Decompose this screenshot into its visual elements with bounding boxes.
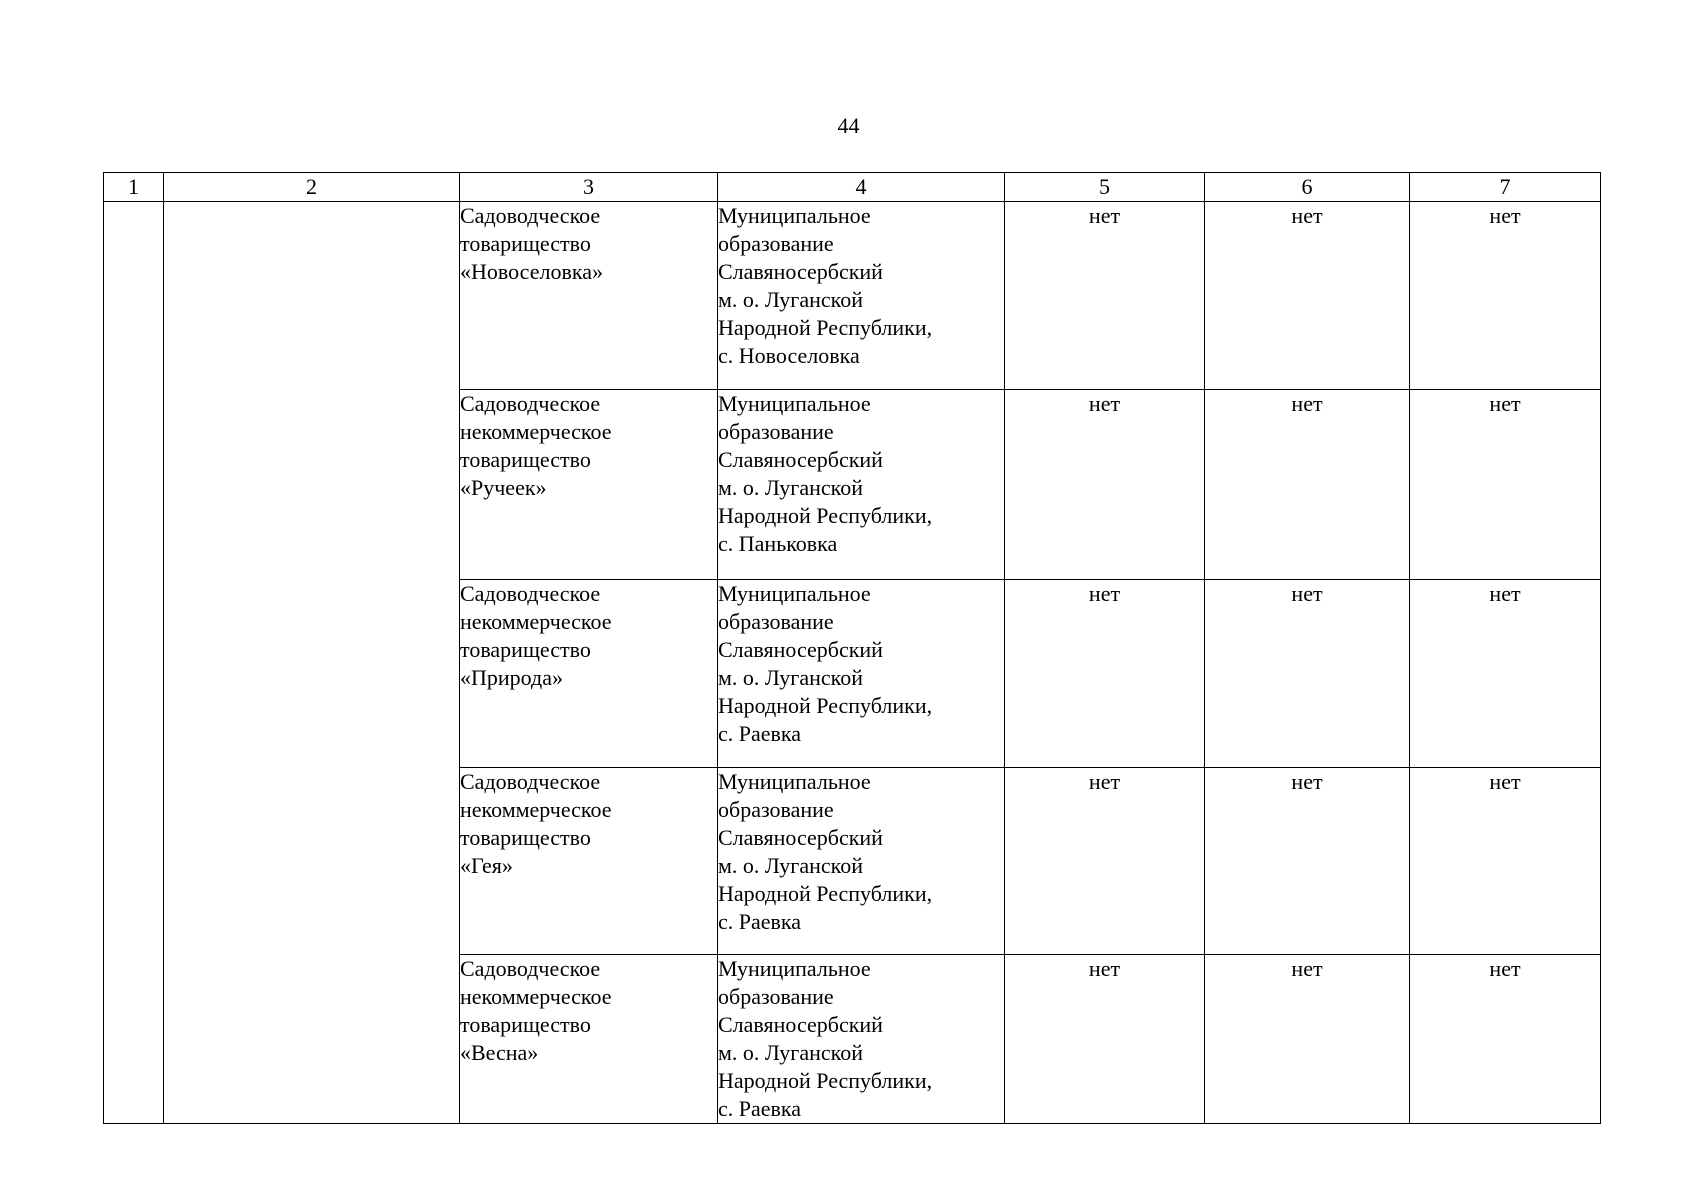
column-header-5: 5 bbox=[1005, 173, 1205, 202]
value-cell-col7: нет bbox=[1410, 390, 1601, 580]
page-number: 44 bbox=[837, 113, 860, 138]
value-cell-col5: нет bbox=[1005, 580, 1205, 768]
value-cell-col6: нет bbox=[1205, 390, 1410, 580]
value-cell-col7: нет bbox=[1410, 768, 1601, 955]
column-header-4: 4 bbox=[718, 173, 1005, 202]
value-cell-col5: нет bbox=[1005, 768, 1205, 955]
location-cell: Муниципальное образование Славяносербский м. о. Луганской Народной Республики, с. Раевка bbox=[718, 580, 1005, 768]
column-header-2: 2 bbox=[164, 173, 460, 202]
value-cell-col7: нет bbox=[1410, 580, 1601, 768]
location-cell: Муниципальное образование Славяносербский м. о. Луганской Народной Республики, с. Новоселовка bbox=[718, 202, 1005, 390]
value-cell-col7: нет bbox=[1410, 955, 1601, 1124]
column-header-7: 7 bbox=[1410, 173, 1601, 202]
column-header-1: 1 bbox=[104, 173, 164, 202]
organization-name-cell: Садоводческое некоммерческое товарищество «Природа» bbox=[460, 580, 718, 768]
value-cell-col6: нет bbox=[1205, 955, 1410, 1124]
value-cell-col6: нет bbox=[1205, 768, 1410, 955]
organization-name-cell: Садоводческое некоммерческое товарищество «Весна» bbox=[460, 955, 718, 1124]
location-cell: Муниципальное образование Славяносербский м. о. Луганской Народной Республики, с. Раевка bbox=[718, 768, 1005, 955]
value-cell-col5: нет bbox=[1005, 202, 1205, 390]
value-cell-col5: нет bbox=[1005, 955, 1205, 1124]
merged-cell-col2 bbox=[164, 202, 460, 1124]
location-cell: Муниципальное образование Славяносербский м. о. Луганской Народной Республики, с. Раевка bbox=[718, 955, 1005, 1124]
column-header-6: 6 bbox=[1205, 173, 1410, 202]
value-cell-col5: нет bbox=[1005, 390, 1205, 580]
organization-name-cell: Садоводческое товарищество «Новоселовка» bbox=[460, 202, 718, 390]
value-cell-col6: нет bbox=[1205, 580, 1410, 768]
value-cell-col7: нет bbox=[1410, 202, 1601, 390]
organization-name-cell: Садоводческое некоммерческое товарищество «Гея» bbox=[460, 768, 718, 955]
data-table bbox=[103, 172, 1601, 1124]
value-cell-col6: нет bbox=[1205, 202, 1410, 390]
merged-cell-col1 bbox=[104, 202, 164, 1124]
table-row bbox=[104, 202, 1601, 390]
table-header-row bbox=[104, 173, 1601, 202]
organization-name-cell: Садоводческое некоммерческое товарищество «Ручеек» bbox=[460, 390, 718, 580]
location-cell: Муниципальное образование Славяносербский м. о. Луганской Народной Республики, с. Паньковка bbox=[718, 390, 1005, 580]
column-header-3: 3 bbox=[460, 173, 718, 202]
